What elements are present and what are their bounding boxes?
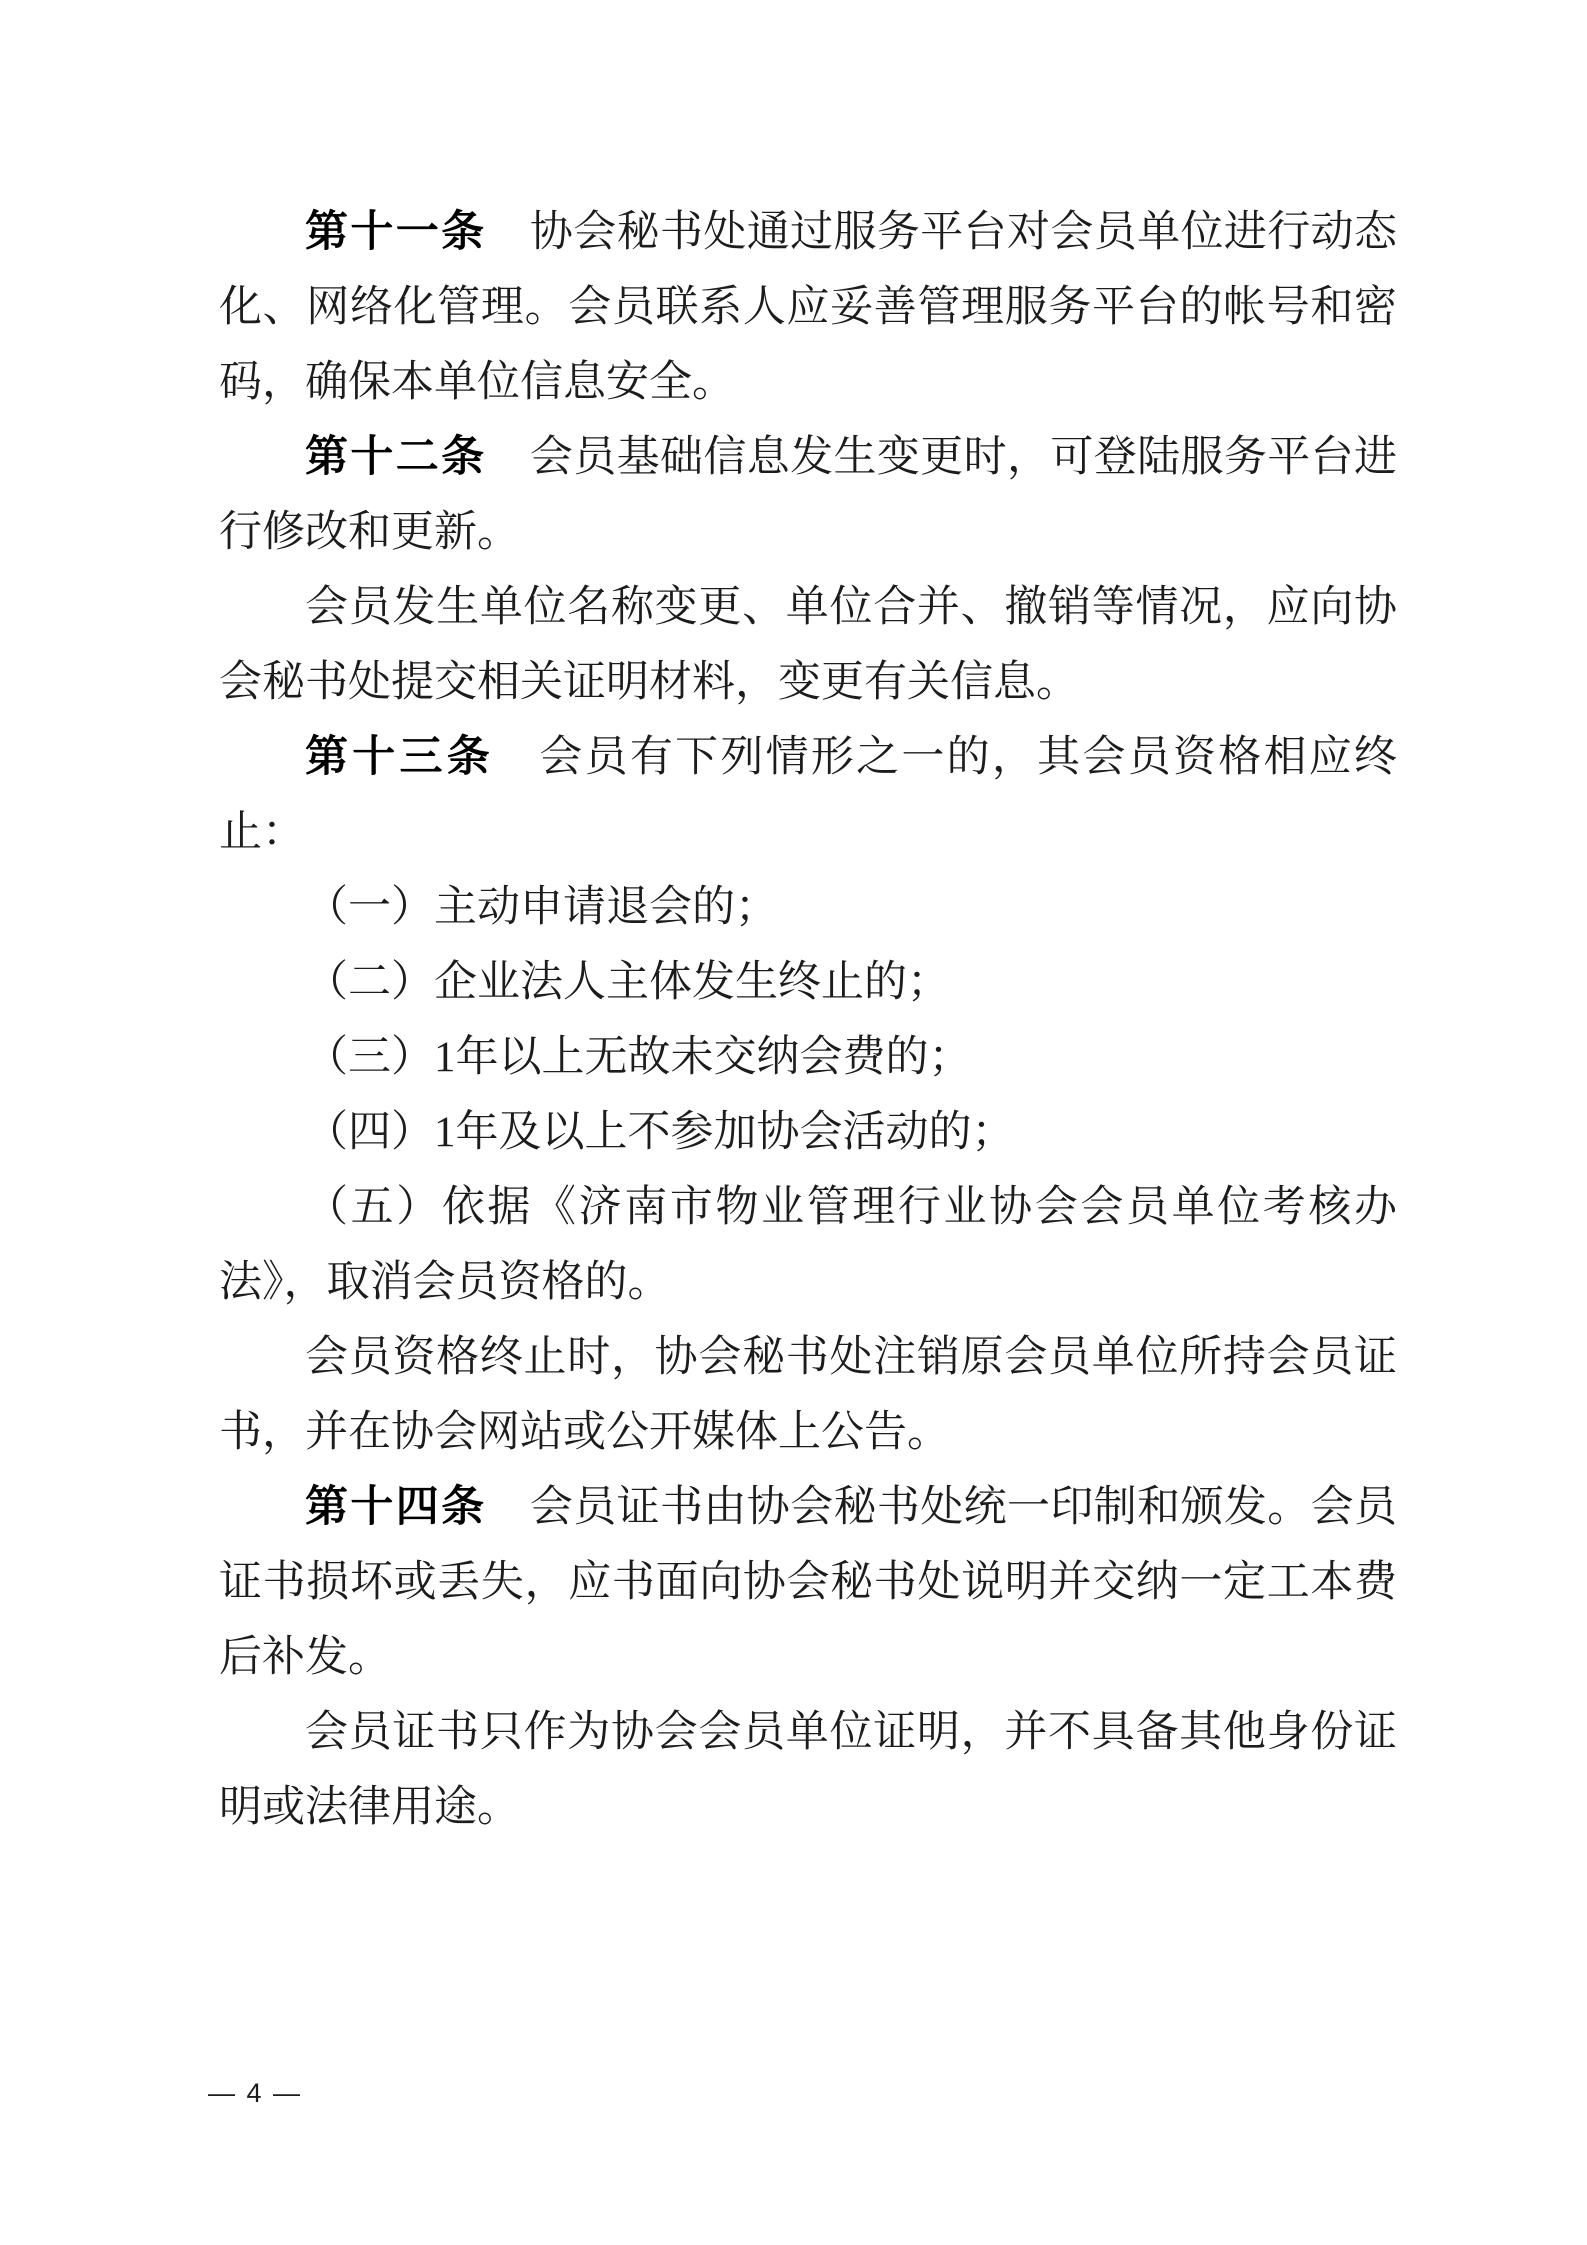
body-paragraph: 会员资格终止时，协会秘书处注销原会员单位所持会员证书，并在协会网站或公开媒体上公告。 [219,1334,1397,1456]
article-paragraph [219,420,1397,570]
article-number: 第十二条 [305,433,487,481]
page-number: — 4 — [208,2078,303,2108]
article-text: 会员有下列情形之一的，其会员资格相应终止： [219,734,1398,856]
article-paragraph [219,1470,1397,1695]
body-paragraph: 会员证书只作为协会会员单位证明，并不具备其他身份证明或法律用途。 [219,1709,1397,1831]
document-body [219,195,1397,1845]
body-paragraph: （三）1年以上无故未交纳会费的； [305,1034,972,1081]
body-paragraph: （四）1年及以上不参加协会活动的； [305,1109,1015,1156]
body-paragraph: 会员发生单位名称变更、单位合并、撤销等情况，应向协会秘书处提交相关证明材料，变更有关信息。 [219,584,1397,706]
body-paragraph: （五）依据《济南市物业管理行业协会会员单位考核办法》，取消会员资格的。 [219,1184,1397,1306]
article-paragraph [219,720,1397,870]
article-text: 会员基础信息发生变更时，可登陆服务平台进行修改和更新。 [219,434,1397,556]
article-text: 会员证书由协会秘书处统一印制和颁发。会员证书损坏或丢失，应书面向协会秘书处说明并交纳一定工本费后补发。 [219,1484,1397,1681]
article-paragraph [219,195,1397,420]
article-text: 协会秘书处通过服务平台对会员单位进行动态化、网络化管理。会员联系人应妥善管理服务平台的帐号和密码，确保本单位信息安全。 [219,209,1397,406]
article-number: 第十三条 [305,733,495,781]
body-paragraph: （二）企业法人主体发生终止的； [305,959,950,1006]
article-number: 第十四条 [305,1483,487,1531]
article-number: 第十一条 [305,208,487,256]
body-paragraph: （一）主动申请退会的； [305,884,778,931]
page-number-footer [208,2078,302,2109]
